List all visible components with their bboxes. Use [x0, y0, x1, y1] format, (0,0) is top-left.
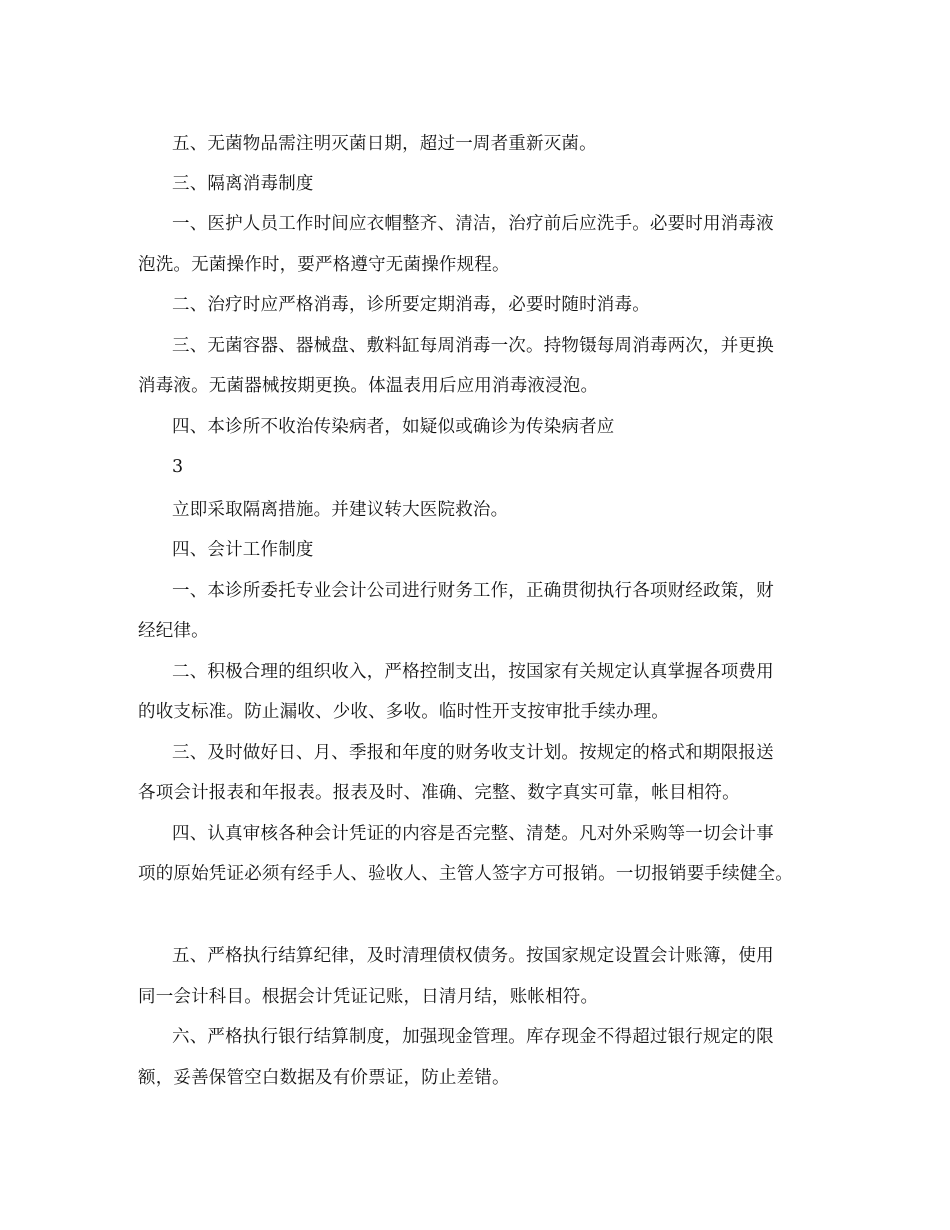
- paragraph-line: 三、及时做好日、月、季报和年度的财务收支计划。按规定的格式和期限报送: [172, 743, 774, 763]
- paragraph-line: 泡洗。无菌操作时，要严格遵守无菌操作规程。: [138, 255, 510, 275]
- page-number: 3: [172, 457, 184, 477]
- paragraph-line: 四、本诊所不收治传染病者，如疑似或确诊为传染病者应: [172, 417, 615, 437]
- paragraph-line: 五、无菌物品需注明灭菌日期，超过一周者重新灭菌。: [172, 134, 597, 154]
- paragraph-line: 的收支标准。防止漏收、少收、多收。临时性开支按审批手续办理。: [138, 702, 669, 722]
- paragraph-line: 四、认真审核各种会计凭证的内容是否完整、清楚。凡对外采购等一切会计事: [172, 824, 774, 844]
- paragraph-line: 各项会计报表和年报表。报表及时、准确、完整、数字真实可靠，帐目相符。: [138, 783, 740, 803]
- paragraph-line: 额，妥善保管空白数据及有价票证，防止差错。: [138, 1068, 510, 1088]
- paragraph-line: 同一会计科目。根据会计凭证记账，日清月结，账帐相符。: [138, 987, 599, 1007]
- paragraph-line: 五、严格执行结算纪律，及时清理债权债务。按国家规定设置会计账簿，使用: [172, 946, 774, 966]
- paragraph-line: 立即采取隔离措施。并建议转大医院救治。: [172, 500, 509, 520]
- paragraph-line: 一、医护人员工作时间应衣帽整齐、清洁，治疗前后应洗手。必要时用消毒液: [172, 214, 774, 234]
- paragraph-line: 项的原始凭证必须有经手人、验收人、主管人签字方可报销。一切报销要手续健全。: [138, 864, 793, 884]
- paragraph-line: 经纪律。: [138, 621, 209, 641]
- paragraph-line: 消毒液。无菌器械按期更换。体温表用后应用消毒液浸泡。: [138, 376, 599, 396]
- section-heading: 三、隔离消毒制度: [172, 174, 314, 194]
- section-heading: 四、会计工作制度: [172, 540, 314, 560]
- paragraph-line: 六、严格执行银行结算制度，加强现金管理。库存现金不得超过银行规定的限: [172, 1027, 774, 1047]
- paragraph-line: 二、积极合理的组织收入，严格控制支出，按国家有关规定认真掌握各项费用: [172, 662, 774, 682]
- paragraph-line: 二、治疗时应严格消毒，诊所要定期消毒，必要时随时消毒。: [172, 295, 650, 315]
- paragraph-line: 一、本诊所委托专业会计公司进行财务工作，正确贯彻执行各项财经政策，财: [172, 581, 774, 601]
- paragraph-line: 三、无菌容器、器械盘、敷料缸每周消毒一次。持物镊每周消毒两次，并更换: [172, 336, 774, 356]
